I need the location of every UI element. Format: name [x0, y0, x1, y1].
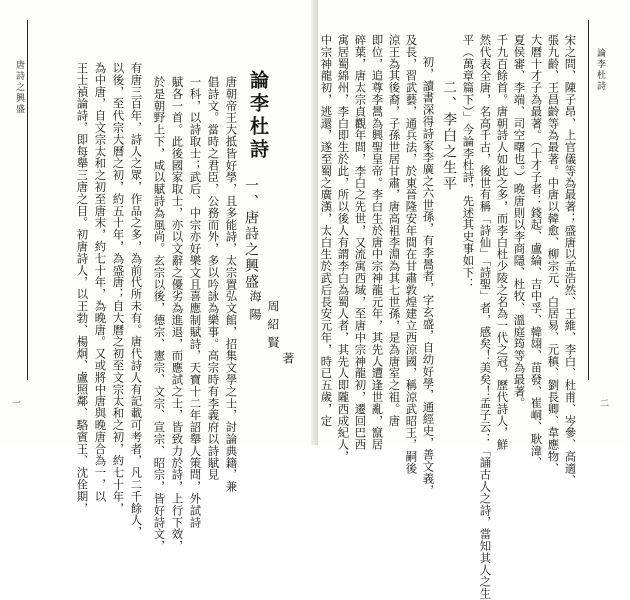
page-number: 二 [600, 399, 610, 409]
header-divider [27, 20, 28, 380]
left-page [0, 0, 318, 552]
author-place: 海陽 [248, 290, 262, 326]
author-suffix: 著 [281, 352, 295, 370]
body-column: 王士禎論詩，即每舉三唐之目。初唐詩人，以王勃、楊炯、盧照鄰、駱賓王、沈佺期， [75, 62, 90, 515]
body-column: 及長，習武藝，通兵法，於東晉隆安年間在甘肅敦煌建立西涼國，稱涼武昭王，嗣後 [404, 34, 419, 475]
body-column: 有唐三百年，詩人之眾，作品之多，為前代所未有。唐代詩人有記載可考者，凡二千餘人， [129, 62, 144, 538]
running-header: 論李杜詩 [595, 48, 605, 92]
body-column: 中宗神龍初，逃還，遂至蜀之廣漢，太白生於武后長安元年，時已五歲，定 [319, 34, 334, 427]
body-column: 大曆十才子為最著。（十才子者：錢起、盧綸、吉中孚、韓翃、苗發、崔峒、耿湋、 [529, 34, 544, 469]
body-column: 一科，以詩取士；武后、中宗亦好樂文且喜應制賦詩，天寶十二年詔舉人策問，外試詩 [188, 76, 203, 529]
header-divider [588, 20, 589, 380]
body-column: 於是朝野上下，咸以賦詩為風尚。玄宗以後，德宗、憲宗、文宗、宣宗、昭宗，皆好詩文， [152, 76, 167, 552]
body-column: 然代表全唐，名高千古，後世有稱「詩仙」「詩聖」者，感矣！美矣！孟子云：「誦古人之詩，當知其人之生 [478, 34, 493, 600]
section-heading: 二、李白之生平 [441, 80, 457, 192]
body-column: 為中唐，自文宗太和之初至唐末，約七十年，為晚唐。又或將中唐與晚唐合為一，以 [93, 62, 108, 503]
page-number: 一 [12, 399, 22, 409]
body-column: 宋之問、陳子昂、上官儀等為最著；盛唐以孟浩然、王維、李白、杜甫、岑參、高適、 [563, 34, 578, 487]
body-column: 寓居蜀綿州，李白即生於此，所以後人有謂李白為蜀人者，其先人即隴西成紀人， [336, 34, 351, 463]
section-heading: 一、唐詩之興盛 [243, 178, 259, 290]
book-title: 論李杜詩 [247, 70, 269, 162]
body-column: 平（萬章篇下）」今論李杜詩，先述其史事如下： [461, 34, 476, 291]
body-column: 唐朝帝王大抵皆好學，且多能詩，太宗置弘文館，招集文學之士，討論典籍，兼 [224, 76, 239, 493]
body-column: 初，讀書深得詩家李廣之六世孫，有李暠者，字玄盛，自幼好學，通經史，善文義， [421, 56, 436, 497]
right-page [318, 0, 630, 600]
body-column: 倡詩文。當時之君臣，公務而外，多以吟詠為樂事。高宗時有李義府以詩賦見 [206, 76, 221, 481]
body-column: 千九百餘首。唐朝詩人如此之多，而李白杜少陵之名為一代之冠，歷代詩人，鮮 [495, 34, 510, 451]
body-column: 以後，至代宗大曆之初，約五十年，為盛唐；自大曆之初至文宗太和之初，約七十年， [111, 62, 126, 515]
body-column: 張九齡、王昌齡等為最著。中唐以韓愈、柳宗元、白居易、元稹、劉長卿、韋應物、 [546, 34, 561, 475]
body-column: 夏侯審、李端、司空曙也。）晚唐則以李商隱、杜牧、溫庭筠等為最著。 [512, 34, 527, 410]
running-header: 唐詩之興盛 [14, 60, 24, 115]
body-column: 碎葉，唐太宗貞觀年間，李白之先世，又流寓西域，至唐中宗神龍初，遷回巴西 [353, 34, 368, 451]
body-column: 即位，追尊李暠為興聖皇帝。李白生於唐中宗神龍元年，其先人遭逢世亂，竄居 [370, 34, 385, 451]
author-name: 周紹賢 [266, 300, 280, 354]
body-column: 賦各一首。此後國家取士，亦以文辭之優劣為進退，而應試之士，皆致力於詩，上行下效， [170, 76, 185, 552]
body-column: 涼王為其後裔，子孫世居甘肅，唐高祖李淵為其七世孫，是為唐室之祖。唐 [387, 34, 402, 427]
